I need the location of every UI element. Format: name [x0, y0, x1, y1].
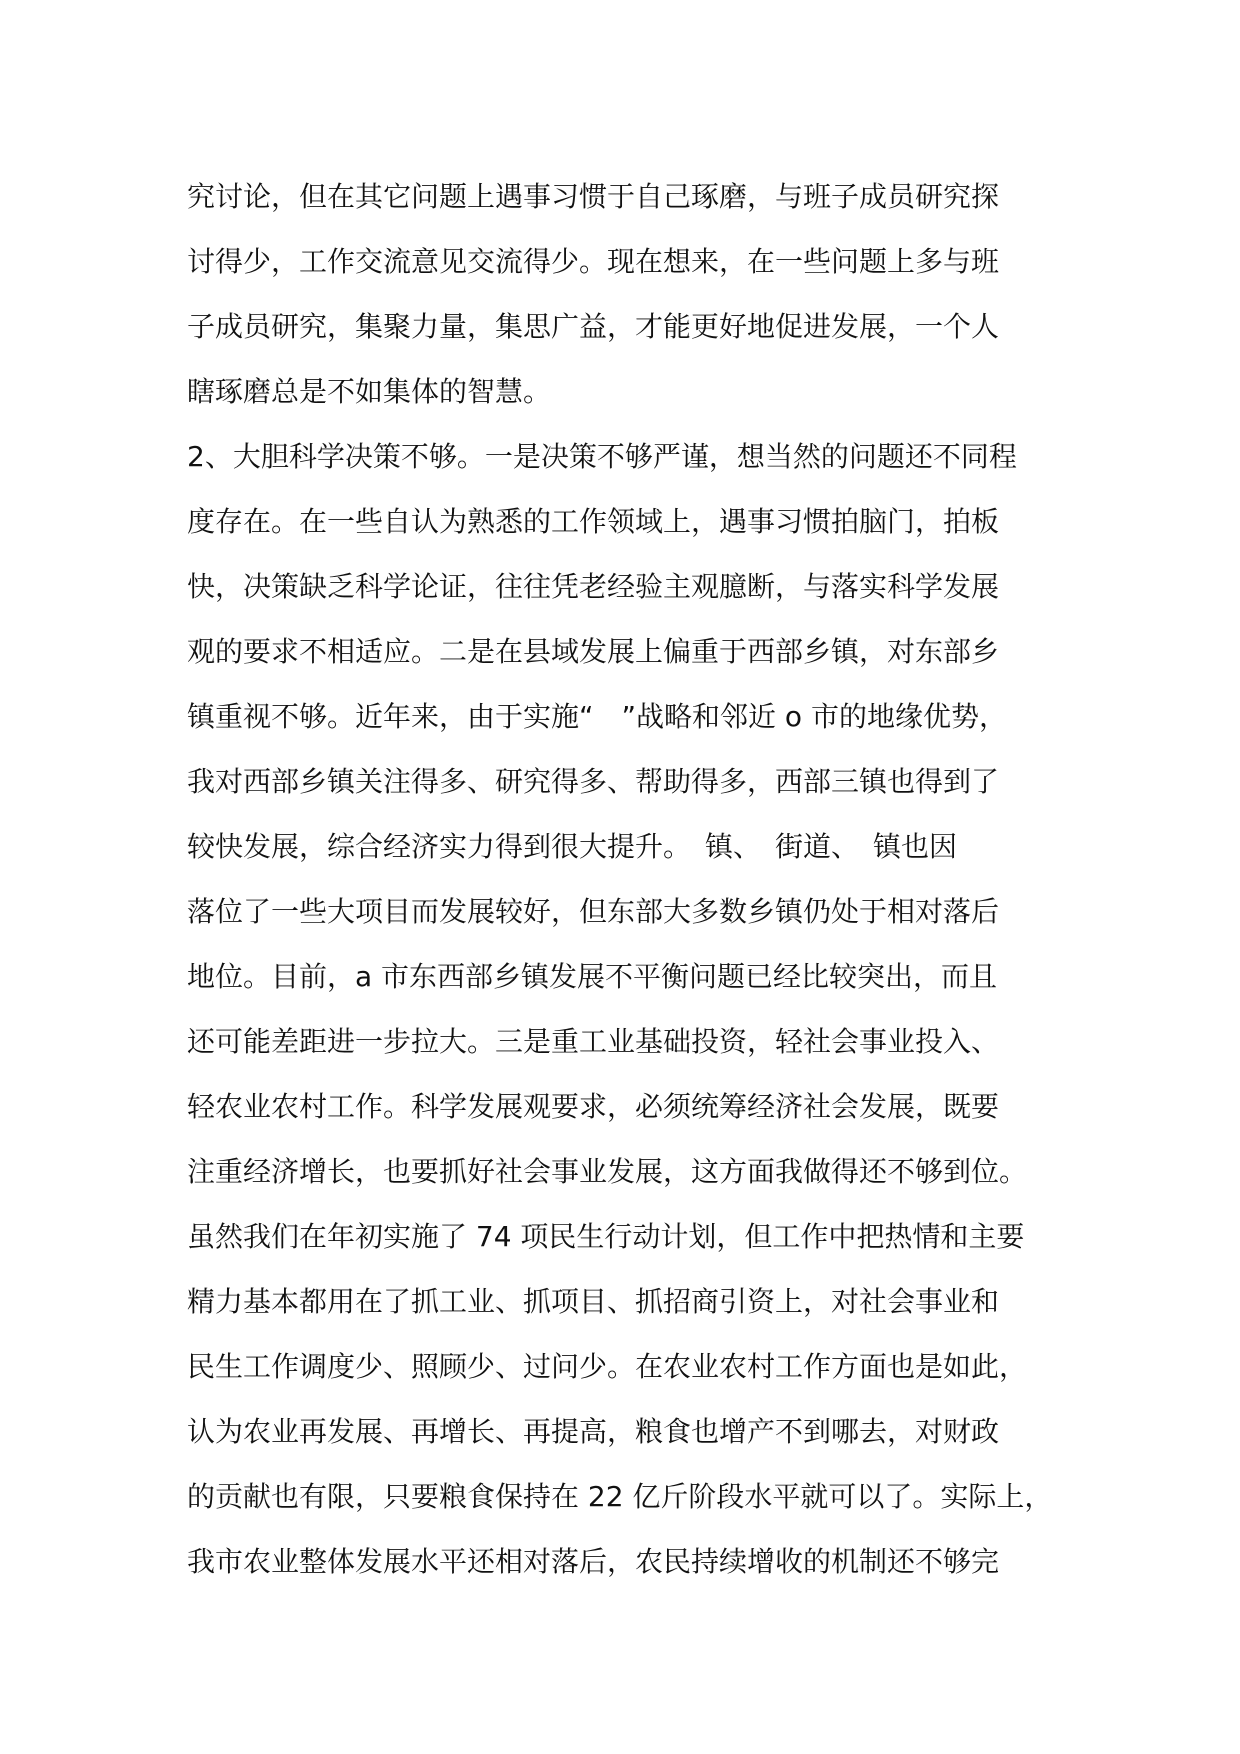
text-line: 瞎琢磨总是不如集体的智慧。 — [187, 375, 552, 408]
text-line: 精力基本都用在了抓工业、抓项目、抓招商引资上，对社会事业和 — [187, 1285, 1000, 1318]
text-line: 观的要求不相适应。二是在县域发展上偏重于西部乡镇，对东部乡 — [187, 635, 1000, 668]
text-line: 民生工作调度少、照顾少、过问少。在农业农村工作方面也是如此， — [187, 1350, 1028, 1383]
text-line: 讨得少，工作交流意见交流得少。现在想来，在一些问题上多与班 — [187, 245, 1000, 278]
text-line: 的贡献也有限，只要粮食保持在 22 亿斤阶段水平就可以了。实际上， — [187, 1480, 1053, 1513]
text-line: 2、大胆科学决策不够。一是决策不够严谨，想当然的问题还不同程 — [187, 440, 1017, 473]
text-line: 还可能差距进一步拉大。三是重工业基础投资，轻社会事业投入、 — [187, 1025, 1000, 1058]
text-line: 地位。目前，a 市东西部乡镇发展不平衡问题已经比较突出，而且 — [187, 960, 998, 993]
text-line: 究讨论，但在其它问题上遇事习惯于自己琢磨，与班子成员研究探 — [187, 180, 1000, 213]
text-line: 我市农业整体发展水平还相对落后，农民持续增收的机制还不够完 — [187, 1545, 1000, 1578]
text-line: 子成员研究，集聚力量，集思广益，才能更好地促进发展，一个人 — [187, 310, 1000, 343]
text-line: 落位了一些大项目而发展较好，但东部大多数乡镇仍处于相对落后 — [187, 895, 1000, 928]
text-line: 虽然我们在年初实施了 74 项民生行动计划，但工作中把热情和主要 — [187, 1220, 1025, 1253]
text-line: 轻农业农村工作。科学发展观要求，必须统筹经济社会发展，既要 — [187, 1090, 1000, 1123]
text-line: 我对西部乡镇关注得多、研究得多、帮助得多，西部三镇也得到了 — [187, 765, 1000, 798]
text-line: 快，决策缺乏科学论证，往往凭老经验主观臆断，与落实科学发展 — [187, 570, 1000, 603]
text-line: 认为农业再发展、再增长、再提高，粮食也增产不到哪去，对财政 — [187, 1415, 1000, 1448]
text-line: 较快发展，综合经济实力得到很大提升。 镇、 街道、 镇也因 — [187, 830, 958, 863]
text-line: 镇重视不够。近年来，由于实施“ ”战略和邻近 o 市的地缘优势， — [187, 700, 1007, 733]
text-line: 度存在。在一些自认为熟悉的工作领域上，遇事习惯拍脑门，拍板 — [187, 505, 1000, 538]
text-line: 注重经济增长，也要抓好社会事业发展，这方面我做得还不够到位。 — [187, 1155, 1028, 1188]
body-text — [187, 164, 1087, 1594]
